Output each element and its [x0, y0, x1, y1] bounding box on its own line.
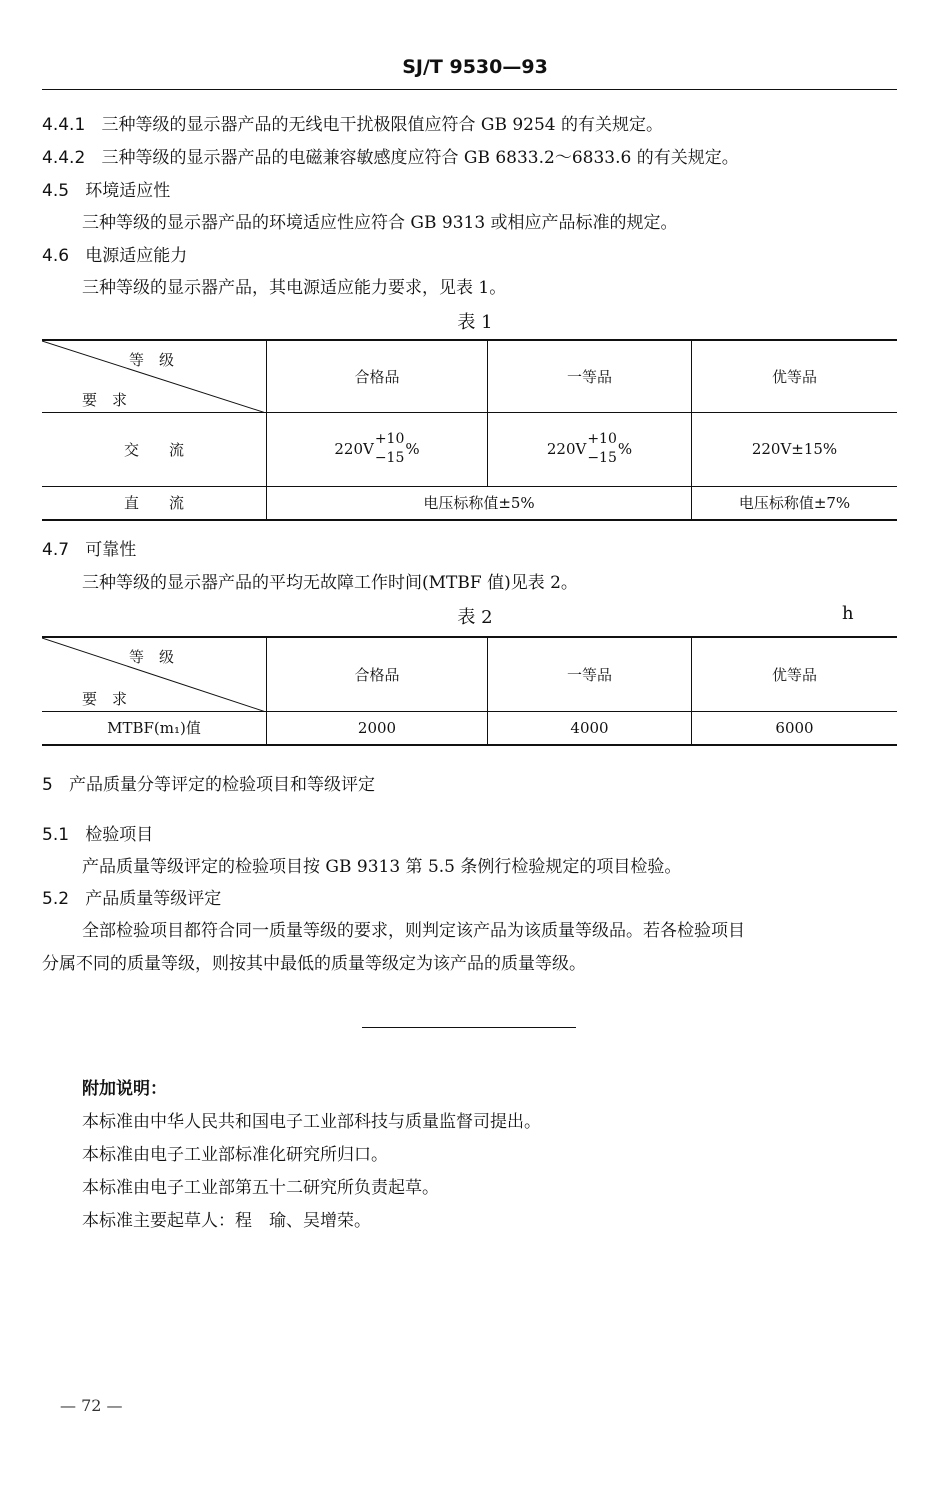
clause-title: 电源适应能力: [85, 246, 188, 266]
clause-4-4-2: [42, 147, 739, 169]
ac-first-value: [488, 412, 692, 486]
ac-base-voltage: 220V: [546, 440, 587, 458]
notes-title: 附加说明：: [82, 1079, 167, 1099]
clause-title: 可靠性: [85, 540, 137, 560]
clause-5-1-heading: [42, 824, 153, 846]
clause-title: 环境适应性: [85, 181, 171, 201]
clause-5-2-body-line-2: 分属不同的质量等级，则按其中最低的质量等级定为该产品的质量等级。: [42, 954, 586, 974]
clause-4-6-body: 三种等级的显示器产品，其电源适应能力要求，见表 1。: [82, 278, 507, 298]
section-title: 产品质量分等评定的检验项目和等级评定: [69, 775, 376, 795]
table-2-mtbf: [42, 636, 897, 746]
ac-base-voltage: 220V: [334, 440, 374, 458]
document-header-title: SJ/T 9530—93: [402, 56, 548, 78]
ac-percent-sign: %: [405, 440, 420, 458]
clause-4-4-1: [42, 114, 663, 136]
mtbf-qualified-value: 2000: [267, 711, 488, 745]
clause-4-7-body: 三种等级的显示器产品的平均无故障工作时间(MTBF 值)见表 2。: [82, 573, 578, 593]
dc-superior-value: 电压标称值±7%: [692, 486, 898, 520]
clause-text: 三种等级的显示器产品的无线电干扰极限值应符合 GB 9254 的有关规定。: [101, 115, 664, 135]
clause-number: 4.4.2: [42, 148, 86, 168]
dc-common-value: 电压标称值±5%: [267, 486, 692, 520]
notes-line: 本标准由中华人民共和国电子工业部科技与质量监督司提出。: [82, 1112, 541, 1132]
clause-5-1-body: 产品质量等级评定的检验项目按 GB 9313 第 5.5 条例行检验规定的项目检验。: [82, 857, 682, 877]
mtbf-superior-value: 6000: [692, 711, 898, 745]
corner-requirement-label: 要 求: [82, 390, 128, 409]
table-1-power-adaptability: [42, 339, 897, 521]
table2-unit: h: [842, 603, 854, 624]
clause-number: 4.5: [42, 181, 70, 201]
clause-4-7-heading: [42, 539, 136, 561]
ac-plus-tolerance: +10: [587, 431, 617, 447]
clause-text: 三种等级的显示器产品的电磁兼容敏感度应符合 GB 6833.2～6833.6 的有关规定。: [101, 148, 739, 168]
header-grade-first: 一等品: [488, 340, 692, 412]
header-grade-superior: 优等品: [692, 637, 898, 711]
table-corner-cell: [42, 637, 267, 711]
clause-5-2-heading: [42, 888, 221, 910]
notes-line: 本标准主要起草人：程 瑜、吴增荣。: [82, 1211, 371, 1231]
section-5-heading: [42, 774, 375, 796]
clause-5-2-body-line-1: 全部检验项目都符合同一质量等级的要求，则判定该产品为该质量等级品。若各检验项目: [82, 921, 745, 941]
corner-grade-label: 等 级: [128, 351, 174, 369]
corner-grade-label: 等 级: [128, 648, 174, 666]
table-row-mtbf: [42, 711, 897, 745]
notes-line: 本标准由电子工业部标准化研究所归口。: [82, 1145, 388, 1165]
ac-superior-value: 220V±15%: [692, 412, 898, 486]
header-grade-qualified: 合格品: [267, 637, 488, 711]
clause-number: 4.6: [42, 246, 70, 266]
table-corner-cell: [42, 340, 267, 412]
clause-number: 5.2: [42, 889, 70, 909]
ac-plus-tolerance: +10: [374, 431, 405, 447]
table-header-row: [42, 340, 897, 412]
clause-number: 5.1: [42, 825, 70, 845]
section-number: 5: [42, 775, 53, 795]
header-divider: [42, 89, 897, 90]
table-header-row: [42, 637, 897, 711]
clause-4-6-heading: [42, 245, 187, 267]
header-grade-qualified: 合格品: [267, 340, 488, 412]
page-number: — 72 —: [60, 1396, 123, 1415]
clause-title: 检验项目: [85, 825, 154, 845]
notes-line: 本标准由电子工业部第五十二研究所负责起草。: [82, 1178, 439, 1198]
clause-title: 产品质量等级评定: [85, 889, 222, 909]
table2-caption: 表 2: [457, 607, 493, 628]
ac-percent-sign: %: [617, 440, 633, 458]
table-row-ac: [42, 412, 897, 486]
table-row-dc: [42, 486, 897, 520]
table1-caption: 表 1: [457, 312, 493, 333]
corner-requirement-label: 要 求: [82, 689, 128, 708]
ac-qualified-value: [267, 412, 488, 486]
row-label-dc: 直 流: [42, 486, 267, 520]
header-grade-superior: 优等品: [692, 340, 898, 412]
end-of-text-rule: [362, 1027, 576, 1028]
ac-minus-tolerance: −15: [587, 450, 617, 466]
clause-number: 4.4.1: [42, 115, 86, 135]
clause-4-5-body: 三种等级的显示器产品的环境适应性应符合 GB 9313 或相应产品标准的规定。: [82, 213, 678, 233]
mtbf-first-value: 4000: [488, 711, 692, 745]
ac-minus-tolerance: −15: [374, 450, 405, 466]
row-label-ac: 交 流: [42, 412, 267, 486]
header-grade-first: 一等品: [488, 637, 692, 711]
clause-4-5-heading: [42, 180, 170, 202]
row-label-mtbf: MTBF(m₁)值: [42, 711, 267, 745]
clause-number: 4.7: [42, 540, 70, 560]
